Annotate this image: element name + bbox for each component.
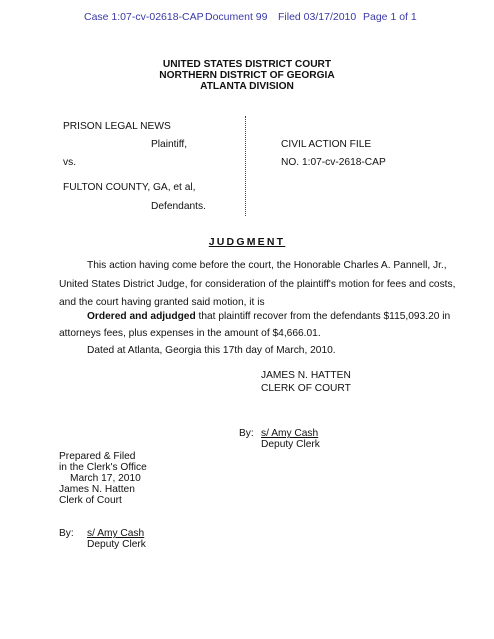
plaintiff-role: Plaintiff, xyxy=(151,139,188,150)
paragraph-1-line-1: This action having come before the court, the Honorable Charles A. Pannell, Jr., xyxy=(87,260,447,271)
prepared-filed-line-1: Prepared & Filed xyxy=(59,451,136,462)
court-division: ATLANTA DIVISION xyxy=(200,81,294,92)
clerk-deputy-title: Deputy Clerk xyxy=(261,439,320,450)
header-filed-date: Filed 03/17/2010 xyxy=(278,11,357,23)
header-page-count: Page 1 of 1 xyxy=(363,11,417,23)
paragraph-2-line-1-rest: that plaintiff recover from the defendants $115,093.20 in xyxy=(195,311,451,322)
prepared-filed-name: James N. Hatten xyxy=(59,484,135,495)
prepared-signature: s/ Amy Cash xyxy=(87,528,145,539)
civil-action-label: CIVIL ACTION FILE xyxy=(281,139,372,150)
prepared-filed-date: March 17, 2010 xyxy=(70,473,141,484)
prepared-filed-line-2: in the Clerk's Office xyxy=(59,462,147,473)
prepared-deputy-title: Deputy Clerk xyxy=(87,539,146,550)
prepared-filed-title: Clerk of Court xyxy=(59,495,122,506)
defendant-role: Defendants. xyxy=(151,201,206,212)
clerk-name: JAMES N. HATTEN xyxy=(261,370,351,381)
header-case-number: Case 1:07-cv-02618-CAP xyxy=(84,11,204,23)
header-document-number: Document 99 xyxy=(205,11,268,23)
paragraph-1-line-2: United States District Judge, for consideration of the plaintiff's motion for fees and costs, xyxy=(59,279,456,290)
judgment-title: JUDGMENT xyxy=(208,236,286,248)
ordered-and-adjudged: Ordered and adjudged xyxy=(87,311,196,322)
civil-action-number: NO. 1:07-cv-2618-CAP xyxy=(281,157,386,168)
clerk-title: CLERK OF COURT xyxy=(261,383,351,394)
court-name: UNITED STATES DISTRICT COURT xyxy=(162,59,332,70)
clerk-signature: s/ Amy Cash xyxy=(261,428,319,439)
versus-label: vs. xyxy=(63,157,77,168)
plaintiff-name: PRISON LEGAL NEWS xyxy=(63,121,171,132)
prepared-by-label: By: xyxy=(59,528,74,539)
court-district: NORTHERN DISTRICT OF GEORGIA xyxy=(159,70,335,81)
paragraph-2-line-2: attorneys fees, plus expenses in the amount of $4,666.01. xyxy=(59,328,321,339)
dated-line: Dated at Atlanta, Georgia this 17th day of March, 2010. xyxy=(87,345,336,356)
paragraph-1-line-3: and the court having granted said motion, it is xyxy=(59,297,265,308)
caption-divider xyxy=(245,116,246,216)
clerk-by-label: By: xyxy=(239,428,254,439)
defendant-name: FULTON COUNTY, GA, et al, xyxy=(63,182,196,193)
